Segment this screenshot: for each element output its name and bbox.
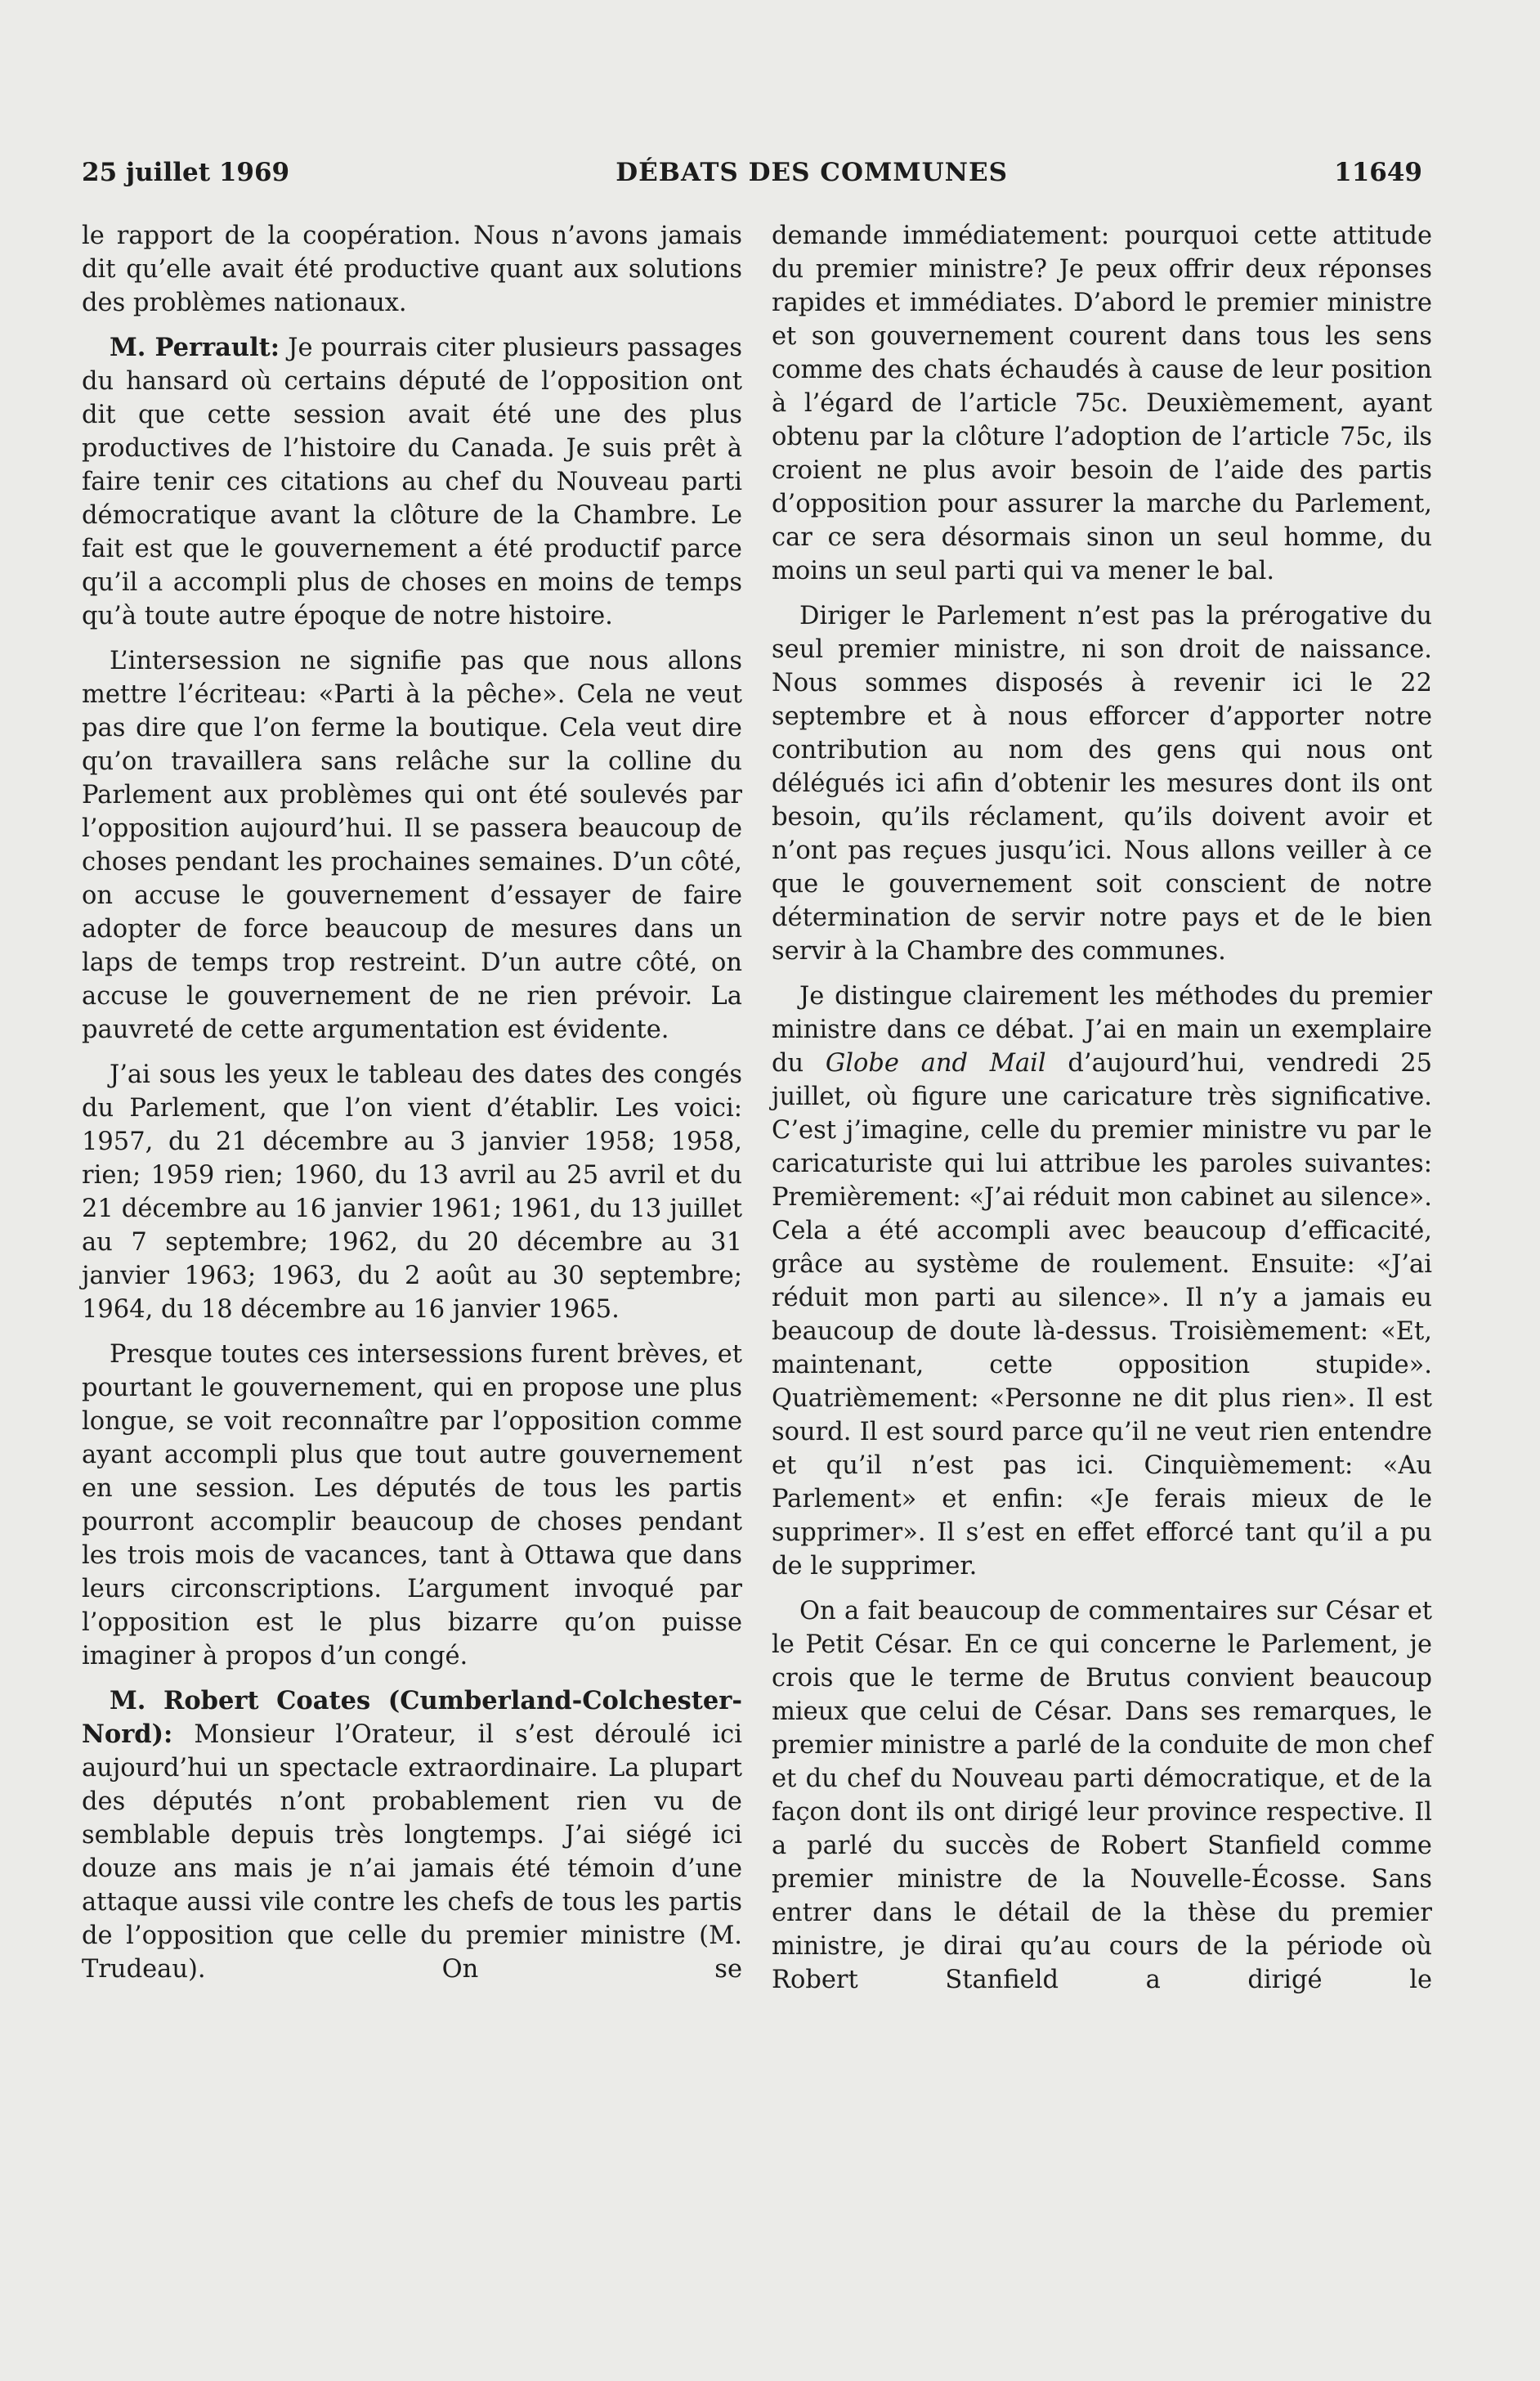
speech-text: Monsieur l’Orateur, il s’est déroulé ici aujourd’hui un spectacle extraordinaire. La plupart des députés n’ont probablement rien vu de semblable depuis très longtemps. J’ai siégé ici douze ans mais je n’ai jamais été témoin d’une attaque aussi vile contre les chefs de tous les partis de l’opposition que celle du premier ministre (M. Trudeau). On se [82, 1720, 742, 1984]
page-header [82, 152, 1422, 193]
header-title: DÉBATS DES COMMUNES [616, 158, 1008, 187]
paragraph-perrault [82, 331, 742, 633]
right-column [772, 219, 1432, 2008]
paragraph: Presque toutes ces intersessions furent brèves, et pourtant le gouvernement, qui en propose une plus longue, se voit reconnaître par l’opposition comme ayant accompli plus que tout autre gouvernement en une session. Les députés de tous les partis pourront accomplir beaucoup de choses pendant les trois mois de vacances, tant à Ottawa que dans leurs circonscriptions. L’argument invoqué par l’opposition est le plus bizarre qu’on puisse imaginer à propos d’un congé. [82, 1340, 742, 1670]
left-column [82, 219, 742, 1998]
speech-text: Je distingue clairement les méthodes du premier ministre dans ce débat. J’ai en main un exemplaire du [772, 982, 1432, 1078]
paragraph: Diriger le Parlement n’est pas la prérogative du seul premier ministre, ni son droit de naissance. Nous sommes disposés à revenir ici le 22 septembre et à nous efforcer d’apporter notre contribution au nom des gens qui nous ont délégués ici afin d’obtenir les mesures dont ils ont besoin, qu’ils réclament, qu’ils doivent avoir et n’ont pas reçues jusqu’ici. Nous allons veiller à ce que le gouvernement soit conscient de notre détermination de servir notre pays et de le bien servir à la Chambre des communes. [772, 602, 1432, 966]
speech-text: d’aujourd’hui, vendredi 25 juillet, où figure une caricature très significative. C’est j’imagine, celle du premier ministre vu par le caricaturiste qui lui attribue les paroles suivantes: Premièrement: «J’ai réduit mon cabinet au silence». Cela a été accompli avec beaucoup d’efficacité, grâce au système de roulement. Ensuite: «J’ai réduit mon parti au silence». Il n’y a jamais eu beaucoup de doute là-dessus. Troisièmement: «Et, maintenant, cette opposition stupide». Quatrièmement: «Personne ne dit plus rien». Il est sourd. Il est sourd parce qu’il ne veut rien entendre et qu’il n’est pas ici. Cinquièmement: «Au Parlement» et enfin: «Je ferais mieux de le supprimer». Il s’est en effet efforcé tant qu’il a pu de le supprimer. [772, 1049, 1432, 1581]
speaker-name: M. Perrault: [110, 333, 280, 362]
newspaper-title: Globe and Mail [825, 1049, 1046, 1078]
speech-text: Je pourrais citer plusieurs passages du hansard où certains député de l’opposition ont dit que cette session avait été une des plus productives de l’histoire du Canada. Je suis prêt à faire tenir ces citations au chef du Nouveau parti démocratique avant la clôture de la Chambre. Le fait est que le gouvernement a été productif parce qu’il a accompli plus de choses en moins de temps qu’à toute autre époque de notre histoire. [82, 334, 743, 630]
paragraph-coates [82, 1684, 742, 1986]
speaker-name: M. Robert Coates (Cumberland-Colchester-Nord): [82, 1686, 742, 1749]
paragraph [772, 980, 1432, 1583]
paragraph: J’ai sous les yeux le tableau des dates des congés du Parlement, que l’on vient d’établir. Les voici: 1957, du 21 décembre au 3 janvier 1958; 1958, rien; 1959 rien; 1960, du 13 avril au 25 avril et du 21 décembre au 16 janvier 1961; 1961, du 13 juillet au 7 septembre; 1962, du 20 décembre au 31 janvier 1963; 1963, du 2 août au 30 septembre; 1964, du 18 décembre au 16 janvier 1965. [82, 1060, 742, 1324]
paragraph: L’intersession ne signifie pas que nous allons mettre l’écriteau: «Parti à la pêche». Cela ne veut pas dire que l’on ferme la boutique. Cela veut dire qu’on travaillera sans relâche sur la colline du Parlement aux problèmes qui ont été soulevés par l’opposition aujourd’hui. Il se passera beaucoup de choses pendant les prochaines semaines. D’un côté, on accuse le gouvernement d’essayer de faire adopter de force beaucoup de mesures dans un laps de temps trop restreint. D’un autre côté, on accuse le gouvernement de ne rien prévoir. La pauvreté de cette argumentation est évidente. [82, 647, 742, 1044]
paragraph: demande immédiatement: pourquoi cette attitude du premier ministre? Je peux offrir deux réponses rapides et immédiates. D’abord le premier ministre et son gouvernement courent dans tous les sens comme des chats échaudés à cause de leur position à l’égard de l’article 75c. Deuxièmement, ayant obtenu par la clôture l’adoption de l’article 75c, ils croient ne plus avoir besoin de l’aide des partis d’opposition pour assurer la marche du Parlement, car ce sera désormais sinon un seul homme, du moins un seul parti qui va mener le bal. [772, 222, 1432, 585]
header-date: 25 juillet 1969 [82, 158, 290, 187]
paragraph: le rapport de la coopération. Nous n’avons jamais dit qu’elle avait été productive quant aux solutions des problèmes nationaux. [82, 222, 742, 317]
paragraph: On a fait beaucoup de commentaires sur César et le Petit César. En ce qui concerne le Parlement, je crois que le terme de Brutus convient beaucoup mieux que celui de César. Dans ses remarques, le premier ministre a parlé de la conduite de mon chef et du chef du Nouveau parti démocratique, et de la façon dont ils ont dirigé leur province respective. Il a parlé du succès de Robert Stanfield comme premier ministre de la Nouvelle-Écosse. Sans entrer dans le détail de la thèse du premier ministre, je dirai qu’au cours de la période où Robert Stanfield a dirigé le [772, 1597, 1432, 1994]
header-page-number: 11649 [1334, 158, 1422, 187]
